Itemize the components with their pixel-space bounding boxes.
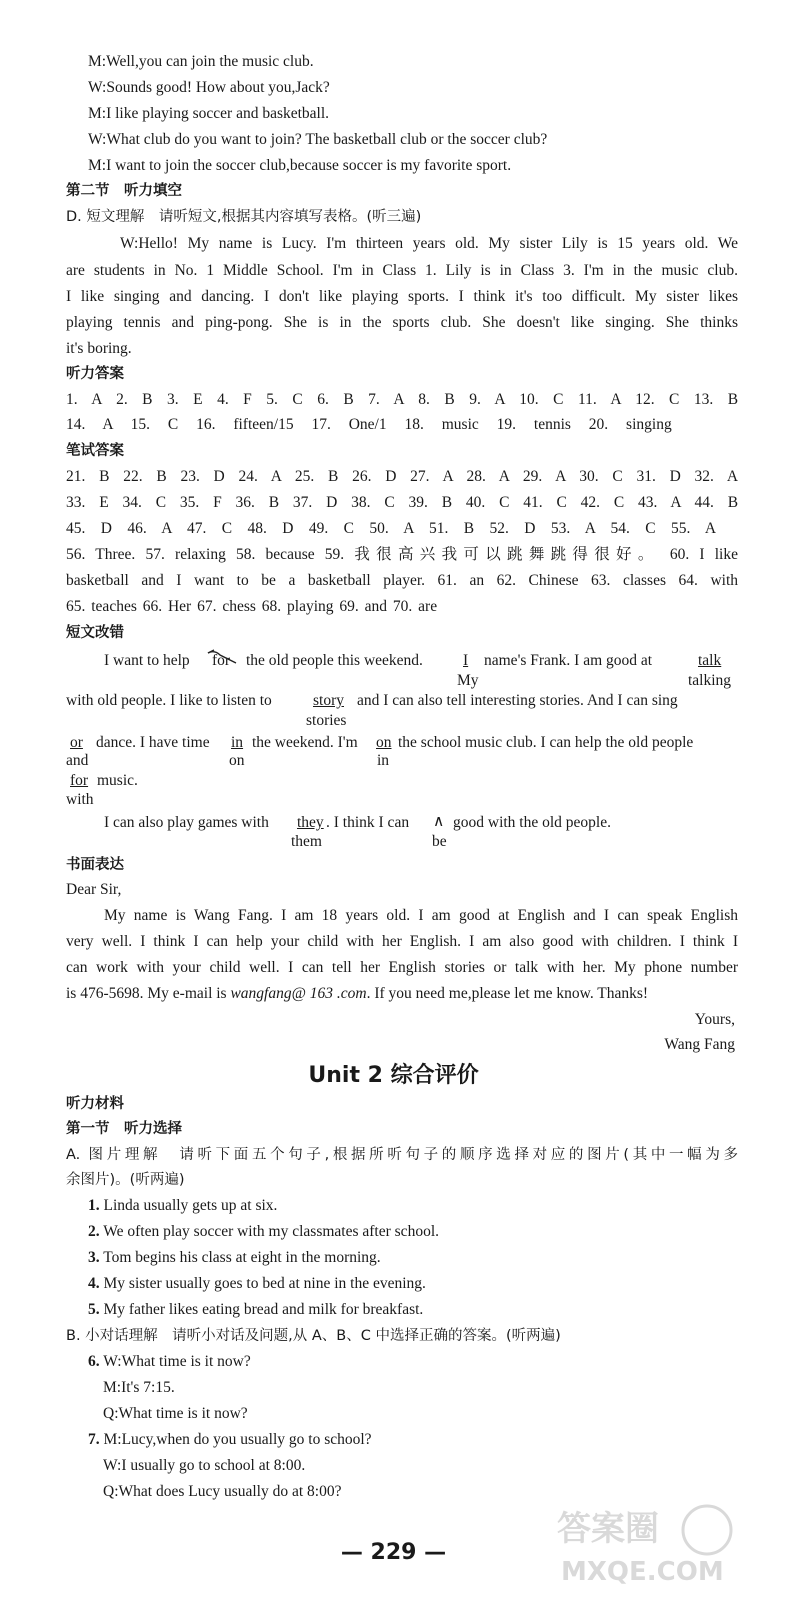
correction-text: I want to help [104,652,190,669]
unit-title: Unit 2 综合评价 [308,1063,479,1088]
answer-item: 41. C [523,494,567,511]
sentence-item: 3. Tom begins his class at eight in the morning. [88,1249,381,1266]
answer-item: 26. D [352,468,397,485]
passage-line: it's boring. [66,340,132,357]
answer-item: 11. A [577,391,621,408]
correction-text: music. [97,772,138,789]
question-line: Q:What time is it now? [103,1405,248,1422]
deleted-word: for [212,651,230,671]
correction-text: I can also play games with [104,814,269,831]
corrected-word: with [66,791,94,808]
answer-item: 36. B [235,494,280,511]
insertion-mark-icon: ∧ [433,812,445,830]
answer-item: 53. A [550,520,596,537]
answer-item: 4. F [217,391,252,408]
question-line: 7. M:Lucy,when do you usually go to school? [88,1431,372,1448]
answer-item: 2. B [116,391,153,408]
answer-item: 3. E [167,391,203,408]
letter-signature: Wang Fang [664,1036,735,1053]
answer-row [66,519,716,539]
letter-closing: Yours, [694,1011,735,1028]
answer-item: 54. C [610,520,656,537]
dialog-line: M:Well,you can join the music club. [88,53,314,70]
error-word: or [70,734,83,751]
answer-item: 25. B [294,468,339,485]
section-instruction: 余图片)。(听两遍) [66,1172,185,1188]
answer-item: 29. A [522,468,566,485]
error-word: in [231,734,244,751]
error-word: for [70,772,89,789]
corrected-word: stories [306,712,347,729]
letter-line: can work with your child well. I can tell her English stories or talk with her. My phone number [66,959,738,976]
answer-item: 38. C [351,494,395,511]
written-answers-heading: 笔试答案 [66,443,124,459]
corrected-word: My [457,672,479,689]
correction-text: . I think I can [326,814,410,831]
passage-line: are students in No. 1 Middle School. I'm in Class 1. Lily is in Class 3. I'm in the music club. [66,262,738,279]
section-heading: 第二节 听力填空 [66,183,182,199]
answer-item: 45. D [66,520,112,537]
question-line: Q:What does Lucy usually do at 8:00? [103,1483,342,1500]
answer-item: 48. D [247,520,294,537]
watermark-logo [547,1500,757,1590]
corrected-word: on [229,752,245,769]
answer-item: 28. A [466,468,510,485]
correction-text: the weekend. I'm [252,734,358,751]
answer-item: 35. F [179,494,222,511]
letter-line: is 476-5698. My e-mail is wangfang@ 163 .com. If you need me,please let me know. Thanks! [66,985,649,1002]
svg-text:MXQE.COM: MXQE.COM [561,1557,724,1587]
sentence-item: 5. My father likes eating bread and milk for breakfast. [88,1301,424,1318]
dialog-line: M:I want to join the soccer club,because soccer is my favorite sport. [88,157,512,174]
answer-item: 22. B [123,468,167,485]
answer-line: 56. Three. 57. relaxing 58. because 59. 我很高兴我可以跳舞跳得很好。 60. I like [66,546,738,563]
question-line: W:I usually go to school at 8:00. [103,1457,306,1474]
answer-item: 18. music [404,416,479,433]
sentence-item: 4. My sister usually goes to bed at nine in the evening. [88,1275,426,1292]
section-instruction: A. 图片理解 请听下面五个句子,根据所听句子的顺序选择对应的图片(其中一幅为多 [66,1147,738,1163]
answer-item: 30. C [579,468,623,485]
correction-text: dance. I have time [96,734,210,751]
answer-item: 34. C [122,494,167,511]
answer-item: 19. tennis [496,416,571,433]
sentence-item: 2. We often play soccer with my classmates after school. [88,1223,439,1240]
answer-item: 12. C [635,391,680,408]
question-line: M:It's 7:15. [103,1379,175,1396]
deletion-mark-icon [206,649,240,667]
answer-item: 5. C [266,391,303,408]
answer-item: 52. D [489,520,536,537]
error-word: I [463,652,469,669]
error-word: they [297,814,324,831]
answer-item: 33. E [66,494,109,511]
answer-item: 9. A [469,391,505,408]
sentence-item: 1. Linda usually gets up at six. [88,1197,278,1214]
answer-row [66,467,738,487]
listening-answers-heading: 听力答案 [66,366,124,382]
passage-line: W:Hello! My name is Lucy. I'm thirteen years old. My sister Lily is 15 years old. We [120,235,738,252]
answer-item: 16. fifteen/15 [196,416,294,433]
answer-item: 23. D [180,468,225,485]
answer-row [66,390,738,410]
answer-item: 13. B [693,391,739,408]
answer-item: 39. B [408,494,453,511]
error-word: talk [698,652,722,669]
correction-text: and I can also tell interesting stories. And I can sing [357,692,678,709]
section-heading: 第一节 听力选择 [66,1121,182,1137]
correction-text: the school music club. I can help the old people [398,734,694,751]
answer-line: 65. teaches 66. Her 67. chess 68. playing 69. and 70. are [66,598,438,615]
listening-material-heading: 听力材料 [66,1096,124,1112]
answer-row [66,493,738,513]
passage-line: I like singing and dancing. I don't like playing sports. I think it's too difficult. My sister likes [66,288,738,305]
answer-line: basketball and I want to be a basketball player. 61. an 62. Chinese 63. classes 64. with [66,572,738,589]
section-instruction: D. 短文理解 请听短文,根据其内容填写表格。(听三遍) [66,209,422,225]
answer-row [66,415,672,435]
letter-line: very well. I think I can help your child with her English. I am also good with children. I think I [66,933,738,950]
corrected-word: and [66,752,89,769]
writing-heading: 书面表达 [66,857,124,873]
svg-text:答案圈: 答案圈 [557,1509,659,1549]
correction-text: with old people. I like to listen to [66,692,272,709]
correction-text: good with the old people. [453,814,611,831]
question-line: 6. W:What time is it now? [88,1353,251,1370]
answer-item: 40. C [465,494,510,511]
section-instruction: B. 小对话理解 请听小对话及问题,从 A、B、C 中选择正确的答案。(听两遍) [66,1328,561,1344]
answer-item: 15. C [130,416,179,433]
corrected-word: them [291,833,322,850]
answer-item: 51. B [429,520,475,537]
dialog-line: W:What club do you want to join? The basketball club or the soccer club? [88,131,548,148]
answer-item: 6. B [317,391,354,408]
answer-item: 49. C [308,520,354,537]
dialog-line: M:I like playing soccer and basketball. [88,105,330,122]
answer-item: 50. A [369,520,414,537]
correction-text: name's Frank. I am good at [484,652,653,669]
answer-item: 31. D [636,468,681,485]
corrected-word: talking [688,672,732,689]
answer-item: 43. A [638,494,681,511]
answer-item: 42. C [580,494,625,511]
error-word: on [376,734,392,751]
corrected-word: be [432,833,447,850]
answer-item: 21. B [66,468,110,485]
correction-text: the old people this weekend. [246,652,423,669]
answer-item: 20. singing [588,416,672,433]
correction-heading: 短文改错 [66,625,124,641]
answer-item: 10. C [519,391,564,408]
answer-item: 47. C [187,520,233,537]
corrected-word: in [377,752,390,769]
answer-item: 32. A [694,468,739,485]
answer-item: 8. B [418,391,455,408]
letter-line: My name is Wang Fang. I am 18 years old. I am good at English and I can speak English [104,907,738,924]
error-word: story [313,692,344,709]
passage-line: playing tennis and ping-pong. She is in the sports club. She doesn't like singing. She thinks [66,314,738,331]
dialog-line: W:Sounds good! How about you,Jack? [88,79,330,96]
answer-item: 37. D [292,494,338,511]
answer-item: 14. A [66,416,113,433]
answer-item: 24. A [238,468,282,485]
letter-salutation: Dear Sir, [66,881,122,898]
answer-item: 7. A [368,391,404,408]
answer-item: 1. A [66,391,102,408]
answer-item: 55. A [671,520,717,537]
email-address: wangfang@ 163 .com [230,985,367,1002]
page-number: — 229 — [340,1540,447,1565]
answer-item: 17. One/1 [311,416,387,433]
answer-item: 46. A [127,520,172,537]
answer-item: 27. A [410,468,453,485]
answer-item: 44. B [694,494,739,511]
